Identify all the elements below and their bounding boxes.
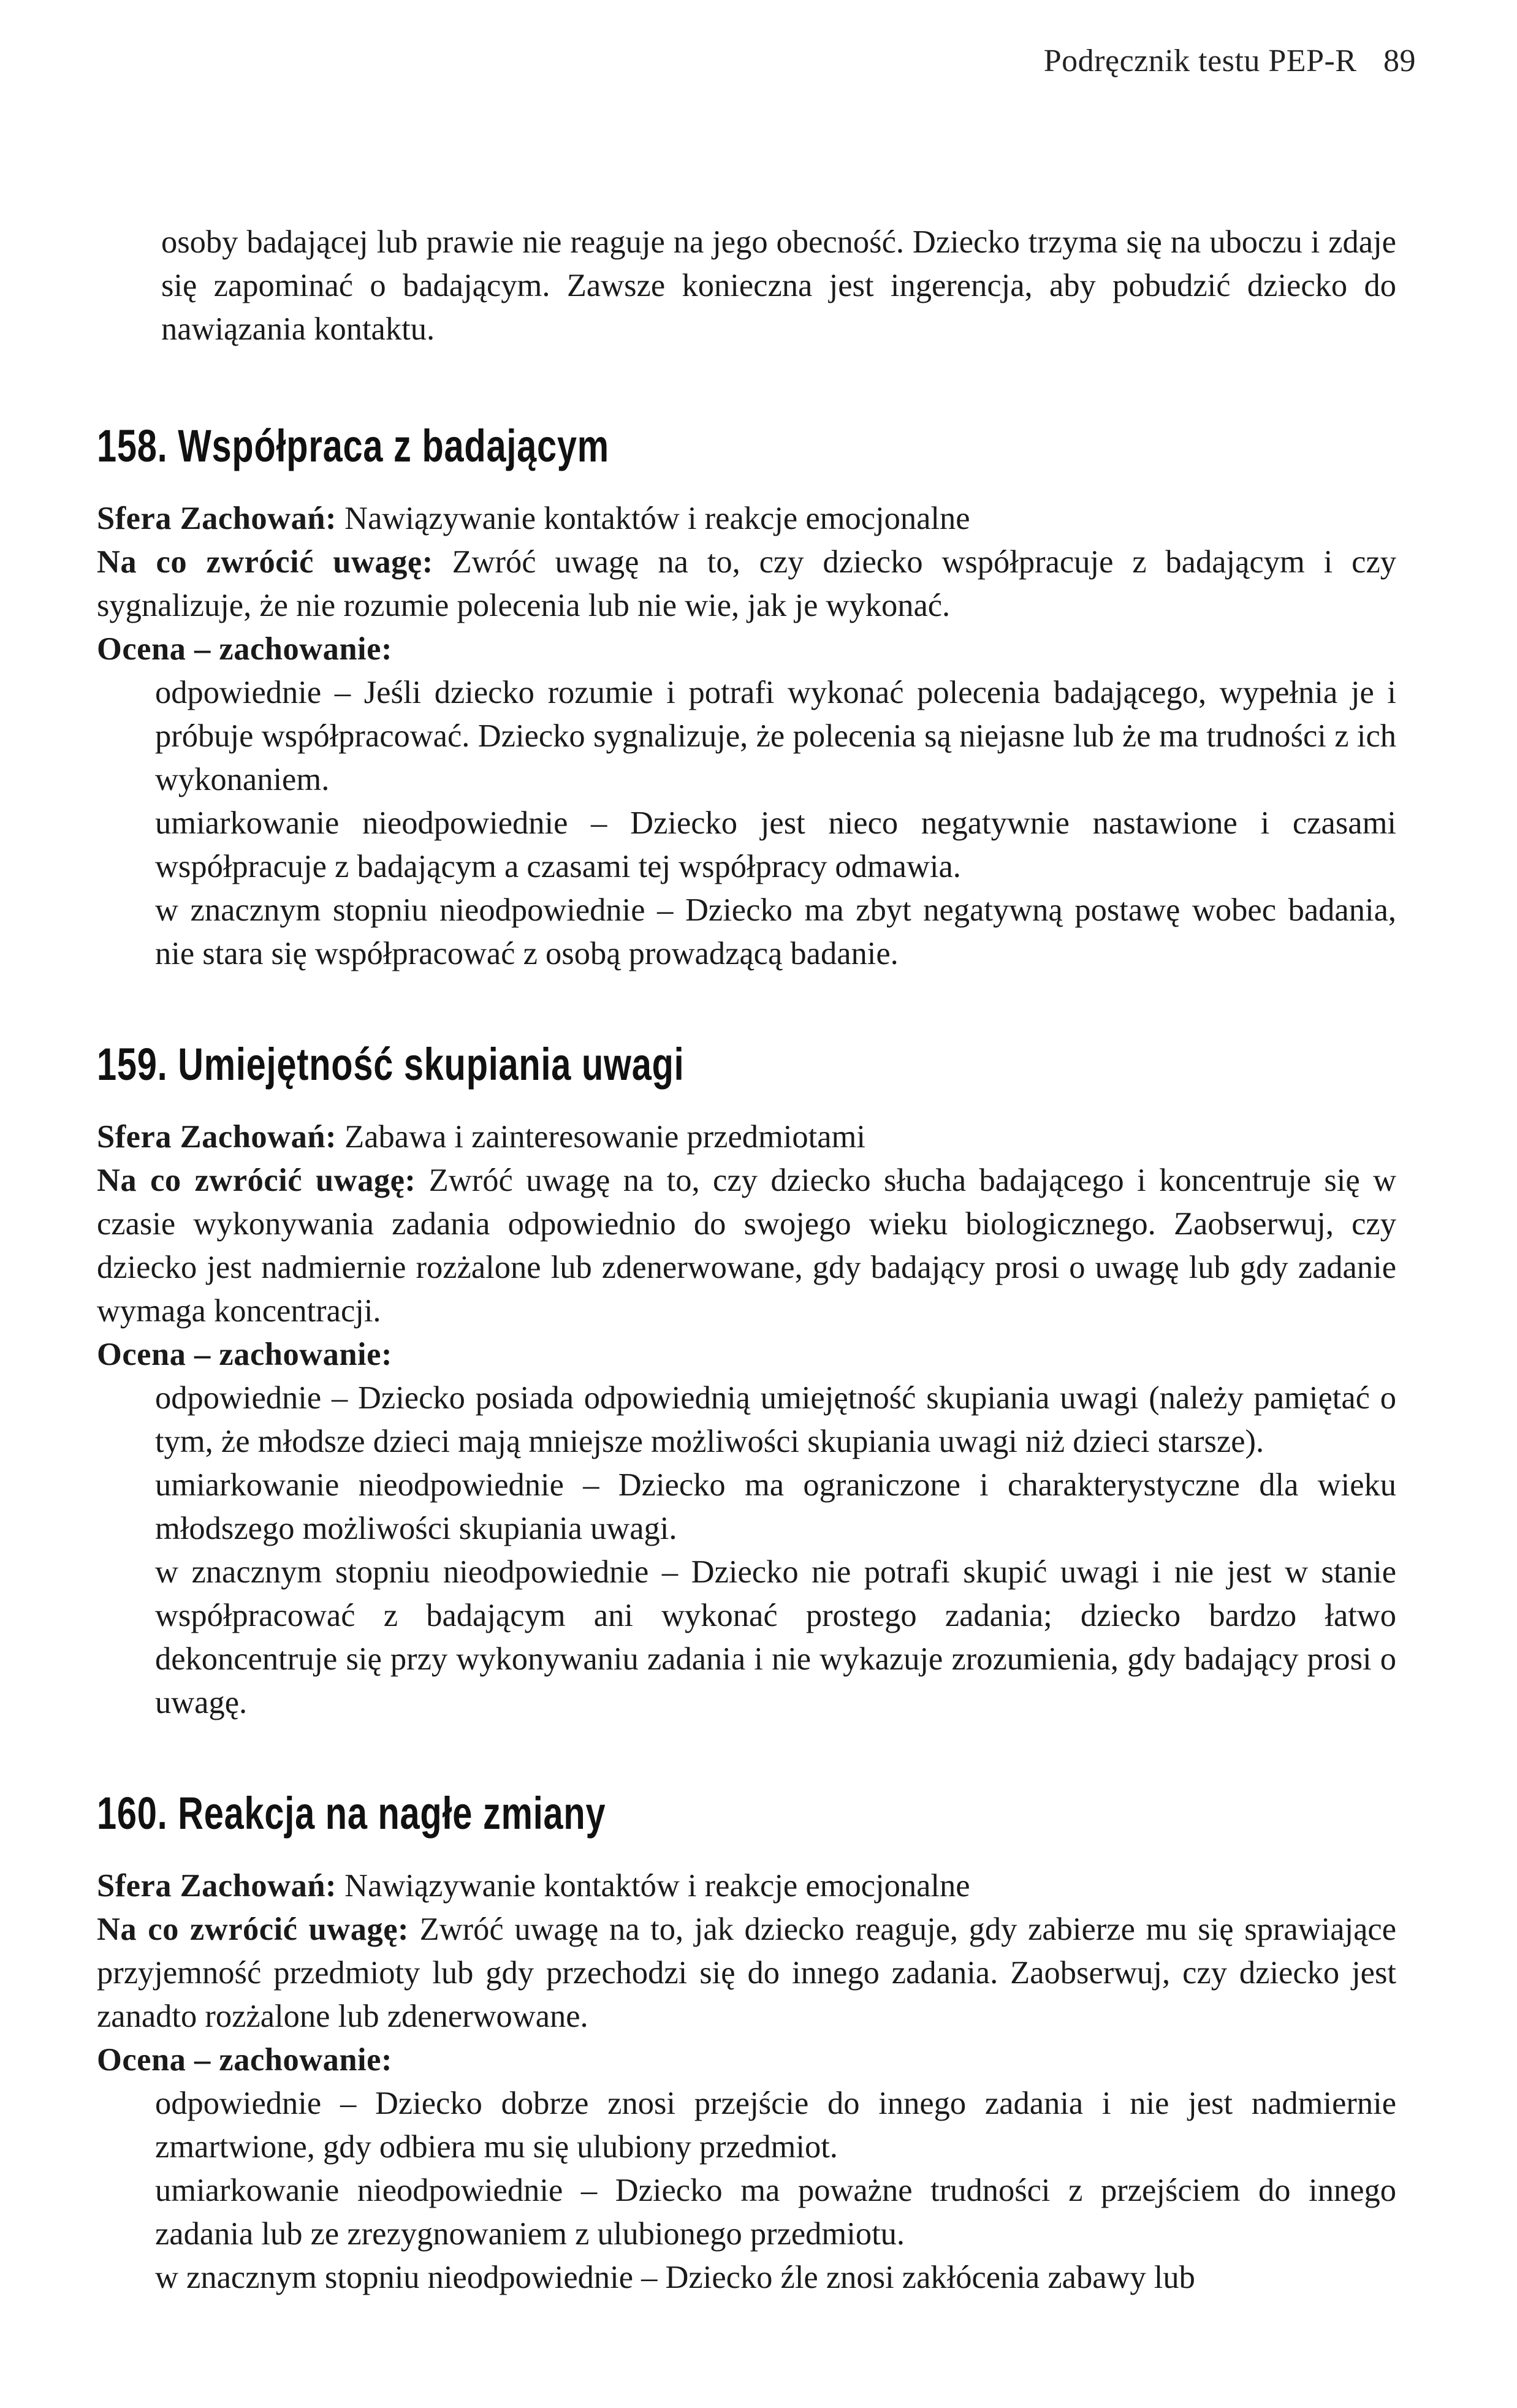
section-title: 158. Współpraca z badającym (97, 420, 609, 471)
sfera-value: Nawiązywanie kontaktów i reakcje emocjonalne (344, 501, 970, 536)
na-co-line (97, 1908, 1396, 2038)
section-158 (97, 419, 1396, 976)
sfera-label: Sfera Zachowań: (97, 501, 337, 536)
sfera-line (97, 1864, 1396, 1908)
page-content (97, 221, 1396, 2300)
rating-severe: w znacznym stopniu nieodpowiednie – Dziecko źle znosi zakłócenia zabawy lub (155, 2260, 1195, 2295)
rating-moderate: umiarkowanie nieodpowiednie – Dziecko ma ograniczone i charakterystyczne dla wieku młodszego możliwości skupiania uwagi. (155, 1467, 1396, 1546)
na-co-line (97, 541, 1396, 628)
rating-severe: w znacznym stopniu nieodpowiednie – Dziecko ma zbyt negatywną postawę wobec badania, nie stara się współpracować z osobą prowadzącą badanie. (155, 892, 1396, 971)
rating-severe: w znacznym stopniu nieodpowiednie – Dziecko nie potrafi skupić uwagi i nie jest w stanie współpracować z badającym ani wykonać prostego zadania; dziecko bardzo łatwo dekoncentruje się przy wykonywaniu zadania i nie wykazuje zrozumienia, gdy badający prosi o uwagę. (155, 1554, 1396, 1720)
sfera-line (97, 497, 1396, 541)
sfera-label: Sfera Zachowań: (97, 1868, 337, 1904)
rating-appropriate: odpowiednie – Dziecko dobrze znosi przejście do innego zadania i nie jest nadmiernie zmartwione, gdy odbiera mu się ulubiony przedmiot. (155, 2086, 1396, 2165)
ocena-label: Ocena – zachowanie: (97, 631, 392, 667)
section-title: 159. Umiejętność skupiania uwagi (97, 1039, 685, 1090)
sfera-value: Zabawa i zainteresowanie przedmiotami (344, 1119, 865, 1155)
section-160 (97, 1786, 1396, 2300)
rating-appropriate: odpowiednie – Jeśli dziecko rozumie i potrafi wykonać polecenia badającego, wypełnia je i próbuje współpracować. Dziecko sygnalizuje, że polecenia są niejasne lub że ma trudności z ich wykonaniem. (155, 675, 1396, 797)
rating-moderate: umiarkowanie nieodpowiednie – Dziecko jest nieco negatywnie nastawione i czasami współpracuje z badającym a czasami tej współpracy odmawia. (155, 805, 1396, 884)
rating-moderate: umiarkowanie nieodpowiednie – Dziecko ma poważne trudności z przejściem do innego zadania lub ze zrezygnowaniem z ulubionego przedmiotu. (155, 2173, 1396, 2252)
ocena-label: Ocena – zachowanie: (97, 1337, 392, 1372)
running-title: Podręcznik testu PEP-R (1043, 44, 1357, 78)
na-co-line (97, 1159, 1396, 1333)
section-159 (97, 1037, 1396, 1725)
na-co-label: Na co zwrócić uwagę: (97, 1163, 416, 1198)
running-header (1044, 43, 1416, 79)
na-co-value: Zwróć uwagę na to, jak dziecko reaguje, gdy zabierze mu się sprawiające przyjemność przedmioty lub gdy przechodzi się do innego zadania. Zaobserwuj, czy dziecko jest zanadto rozżalone lub zdenerwowane. (97, 1912, 1396, 2034)
na-co-label: Na co zwrócić uwagę: (97, 1912, 409, 1947)
ocena-label: Ocena – zachowanie: (97, 2042, 392, 2078)
intro-paragraph: osoby badającej lub prawie nie reaguje na jego obecność. Dziecko trzyma się na uboczu i zdaje się zapominać o badającym. Zawsze konieczna jest ingerencja, aby pobudzić dziecko do nawiązania kontaktu. (161, 224, 1396, 347)
na-co-value: Zwróć uwagę na to, czy dziecko współpracuje z badającym i czy sygnalizuje, że nie rozumie polecenia lub nie wie, jak je wykonać. (97, 544, 1396, 623)
section-title: 160. Reakcja na nagłe zmiany (97, 1788, 606, 1839)
sfera-value: Nawiązywanie kontaktów i reakcje emocjonalne (344, 1868, 970, 1904)
sfera-label: Sfera Zachowań: (97, 1119, 337, 1155)
na-co-value: Zwróć uwagę na to, czy dziecko słucha badającego i koncentruje się w czasie wykonywania zadania odpowiednio do swojego wieku biologicznego. Zaobserwuj, czy dziecko jest nadmiernie rozżalone lub zdenerwowane, gdy badający prosi o uwagę lub gdy zadanie wymaga koncentracji. (97, 1163, 1396, 1329)
rating-appropriate: odpowiednie – Dziecko posiada odpowiednią umiejętność skupiania uwagi (należy pamiętać o tym, że młodsze dzieci mają mniejsze możliwości skupiania uwagi niż dzieci starsze). (155, 1380, 1396, 1459)
page-number: 89 (1383, 44, 1416, 78)
na-co-label: Na co zwrócić uwagę: (97, 544, 433, 580)
sfera-line (97, 1115, 1396, 1159)
